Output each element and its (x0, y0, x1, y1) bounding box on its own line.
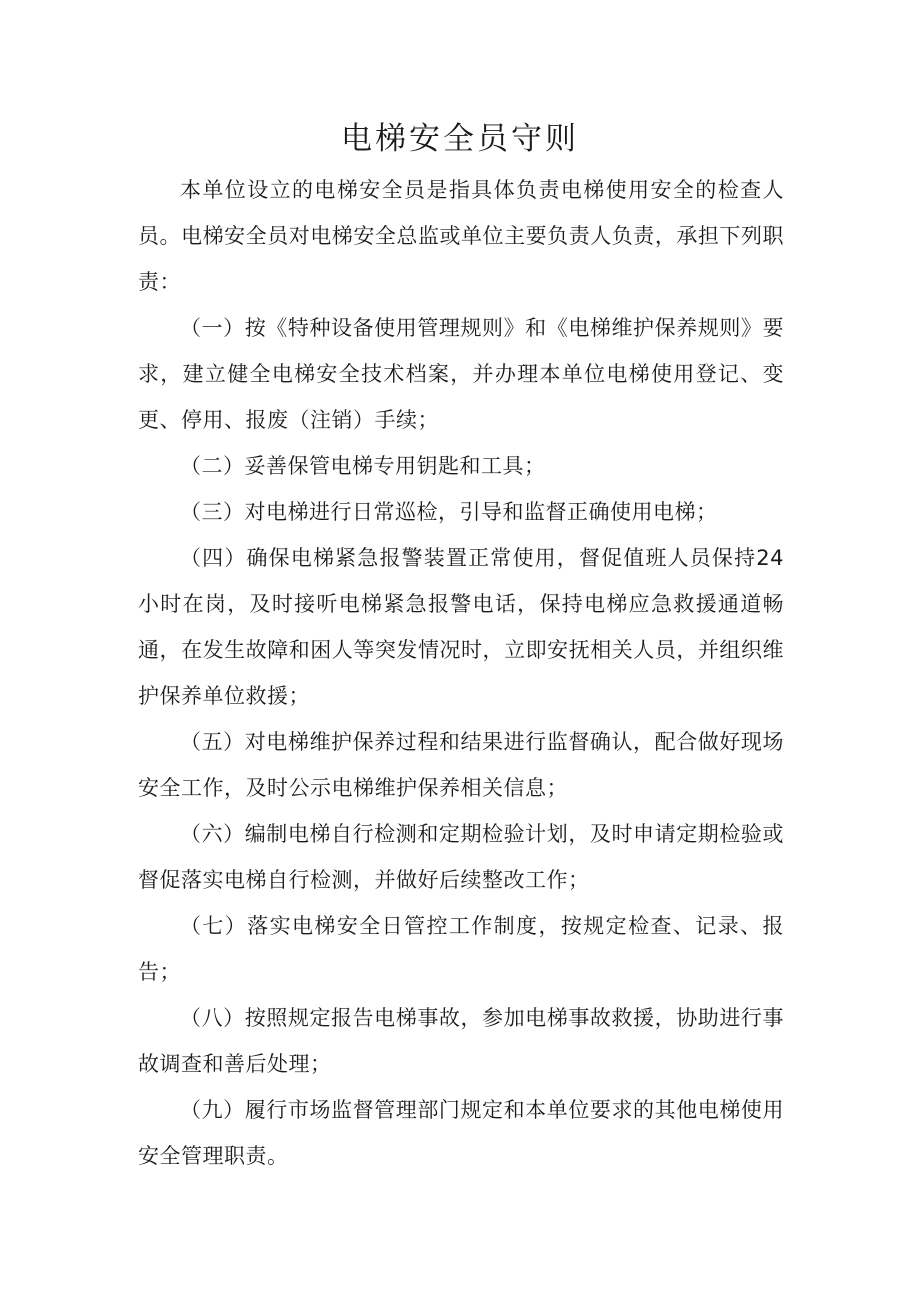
duty-item-4: （四）确保电梯紧急报警装置正常使用，督促值班人员保持24小时在岗，及时接听电梯紧急报警电话，保持电梯应急救援通道畅通，在发生故障和困人等突发情况时，立即安抚相关人员，并组织维护保养单位救援； (138, 546, 784, 708)
duty-item-2: （二）妥善保管电梯专用钥匙和工具； (180, 454, 546, 478)
duty-item-5: （五）对电梯维护保养过程和结果进行监督确认，配合做好现场安全工作，及时公示电梯维护保养相关信息； (138, 730, 784, 800)
document-title: 电梯安全员守则 (341, 121, 579, 157)
intro-paragraph: 本单位设立的电梯安全员是指具体负责电梯使用安全的检查人员。电梯安全员对电梯安全总监或单位主要负责人负责，承担下列职责： (138, 178, 784, 294)
duty-item-7: （七）落实电梯安全日管控工作制度，按规定检查、记录、报告； (138, 914, 784, 984)
document-body (138, 167, 784, 1179)
duty-item-8: （八）按照规定报告电梯事故，参加电梯事故救援，协助进行事故调查和善后处理； (138, 1006, 784, 1076)
duty-item-9: （九）履行市场监督管理部门规定和本单位要求的其他电梯使用安全管理职责。 (138, 1098, 784, 1168)
duty-item-1: （一）按《特种设备使用管理规则》和《电梯维护保养规则》要求，建立健全电梯安全技术档案，并办理本单位电梯使用登记、变更、停用、报废（注销）手续； (138, 316, 784, 432)
duty-item-3: （三）对电梯进行日常巡检，引导和监督正确使用电梯； (180, 500, 718, 524)
duty-item-6: （六）编制电梯自行检测和定期检验计划，及时申请定期检验或督促落实电梯自行检测，并做好后续整改工作； (138, 822, 784, 892)
